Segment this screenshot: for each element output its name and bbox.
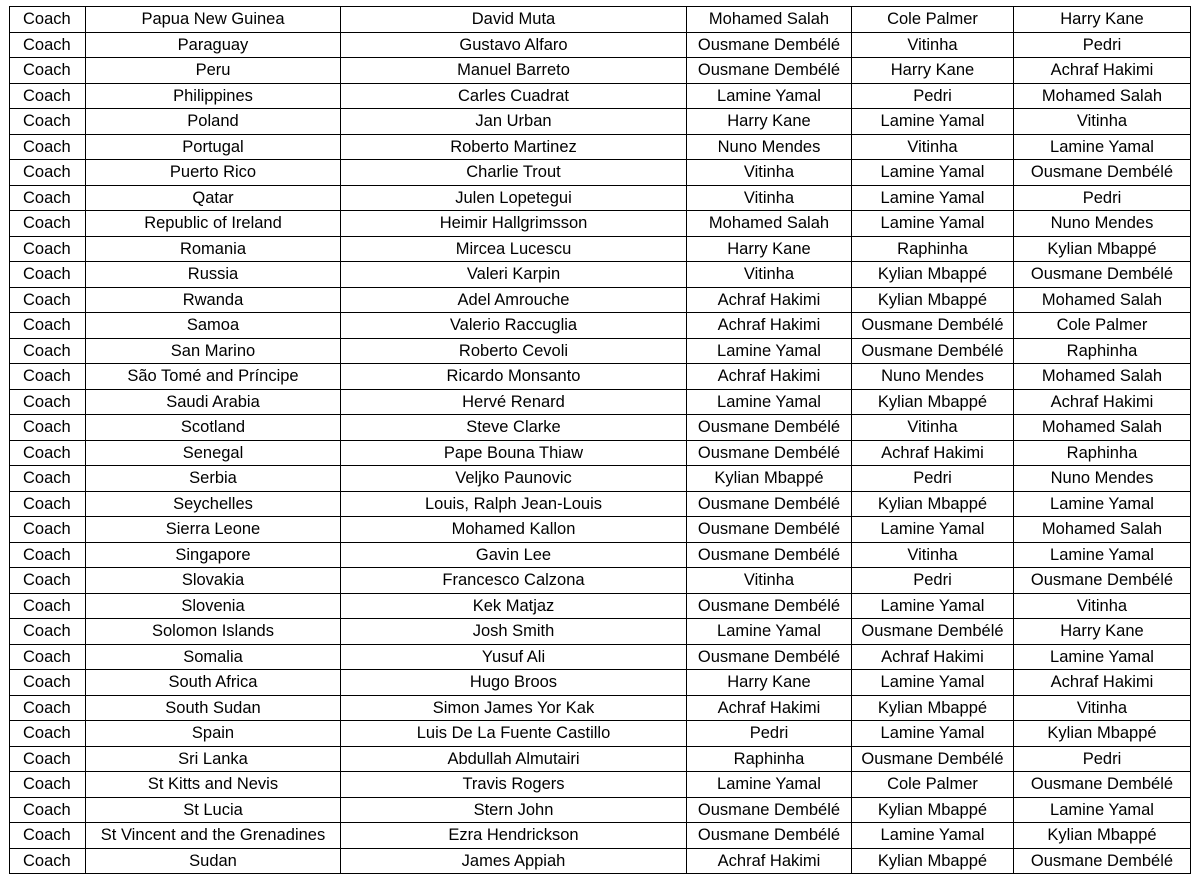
first-choice-cell: Achraf Hakimi [687, 695, 852, 721]
voter-name-cell: Gavin Lee [341, 542, 687, 568]
voter-name-cell: Heimir Hallgrimsson [341, 211, 687, 237]
role-cell: Coach [10, 593, 86, 619]
table-row [10, 848, 1191, 874]
role-cell: Coach [10, 338, 86, 364]
table-row [10, 644, 1191, 670]
role-cell: Coach [10, 746, 86, 772]
third-choice-cell: Lamine Yamal [1014, 542, 1191, 568]
second-choice-cell: Achraf Hakimi [852, 440, 1014, 466]
voter-name-cell: Stern John [341, 797, 687, 823]
country-cell: St Kitts and Nevis [86, 772, 341, 798]
third-choice-cell: Kylian Mbappé [1014, 823, 1191, 849]
third-choice-cell: Achraf Hakimi [1014, 670, 1191, 696]
voter-name-cell: Luis De La Fuente Castillo [341, 721, 687, 747]
second-choice-cell: Kylian Mbappé [852, 797, 1014, 823]
table-row [10, 440, 1191, 466]
voter-name-cell: Roberto Cevoli [341, 338, 687, 364]
third-choice-cell: Lamine Yamal [1014, 134, 1191, 160]
third-choice-cell: Vitinha [1014, 695, 1191, 721]
third-choice-cell: Ousmane Dembélé [1014, 262, 1191, 288]
voter-name-cell: Francesco Calzona [341, 568, 687, 594]
country-cell: South Africa [86, 670, 341, 696]
role-cell: Coach [10, 823, 86, 849]
third-choice-cell: Pedri [1014, 185, 1191, 211]
second-choice-cell: Kylian Mbappé [852, 262, 1014, 288]
first-choice-cell: Lamine Yamal [687, 83, 852, 109]
role-cell: Coach [10, 7, 86, 33]
first-choice-cell: Ousmane Dembélé [687, 415, 852, 441]
first-choice-cell: Harry Kane [687, 236, 852, 262]
second-choice-cell: Pedri [852, 568, 1014, 594]
table-row [10, 7, 1191, 33]
table-row [10, 287, 1191, 313]
first-choice-cell: Lamine Yamal [687, 619, 852, 645]
first-choice-cell: Ousmane Dembélé [687, 440, 852, 466]
role-cell: Coach [10, 542, 86, 568]
role-cell: Coach [10, 185, 86, 211]
first-choice-cell: Pedri [687, 721, 852, 747]
first-choice-cell: Mohamed Salah [687, 211, 852, 237]
second-choice-cell: Vitinha [852, 32, 1014, 58]
second-choice-cell: Lamine Yamal [852, 721, 1014, 747]
country-cell: Sierra Leone [86, 517, 341, 543]
second-choice-cell: Ousmane Dembélé [852, 619, 1014, 645]
second-choice-cell: Kylian Mbappé [852, 389, 1014, 415]
table-row [10, 415, 1191, 441]
country-cell: Sudan [86, 848, 341, 874]
second-choice-cell: Lamine Yamal [852, 160, 1014, 186]
role-cell: Coach [10, 695, 86, 721]
country-cell: Spain [86, 721, 341, 747]
first-choice-cell: Ousmane Dembélé [687, 823, 852, 849]
third-choice-cell: Raphinha [1014, 440, 1191, 466]
second-choice-cell: Vitinha [852, 134, 1014, 160]
table-row [10, 134, 1191, 160]
third-choice-cell: Ousmane Dembélé [1014, 160, 1191, 186]
second-choice-cell: Lamine Yamal [852, 670, 1014, 696]
table-row [10, 160, 1191, 186]
country-cell: Scotland [86, 415, 341, 441]
role-cell: Coach [10, 415, 86, 441]
table-row [10, 670, 1191, 696]
second-choice-cell: Ousmane Dembélé [852, 313, 1014, 339]
voter-name-cell: Adel Amrouche [341, 287, 687, 313]
voter-name-cell: Ricardo Monsanto [341, 364, 687, 390]
country-cell: St Vincent and the Grenadines [86, 823, 341, 849]
third-choice-cell: Lamine Yamal [1014, 644, 1191, 670]
first-choice-cell: Harry Kane [687, 109, 852, 135]
first-choice-cell: Nuno Mendes [687, 134, 852, 160]
role-cell: Coach [10, 211, 86, 237]
role-cell: Coach [10, 32, 86, 58]
first-choice-cell: Ousmane Dembélé [687, 542, 852, 568]
third-choice-cell: Vitinha [1014, 109, 1191, 135]
table-row [10, 313, 1191, 339]
country-cell: Portugal [86, 134, 341, 160]
votes-table-body [10, 7, 1191, 874]
voter-name-cell: Mohamed Kallon [341, 517, 687, 543]
second-choice-cell: Nuno Mendes [852, 364, 1014, 390]
third-choice-cell: Raphinha [1014, 338, 1191, 364]
second-choice-cell: Ousmane Dembélé [852, 746, 1014, 772]
second-choice-cell: Ousmane Dembélé [852, 338, 1014, 364]
country-cell: Peru [86, 58, 341, 84]
country-cell: Paraguay [86, 32, 341, 58]
third-choice-cell: Ousmane Dembélé [1014, 772, 1191, 798]
country-cell: Senegal [86, 440, 341, 466]
voter-name-cell: Valerio Raccuglia [341, 313, 687, 339]
table-row [10, 542, 1191, 568]
table-row [10, 32, 1191, 58]
table-row [10, 695, 1191, 721]
table-row [10, 58, 1191, 84]
second-choice-cell: Cole Palmer [852, 7, 1014, 33]
country-cell: Serbia [86, 466, 341, 492]
role-cell: Coach [10, 644, 86, 670]
role-cell: Coach [10, 160, 86, 186]
voter-name-cell: Abdullah Almutairi [341, 746, 687, 772]
second-choice-cell: Pedri [852, 466, 1014, 492]
table-row [10, 772, 1191, 798]
country-cell: Philippines [86, 83, 341, 109]
country-cell: Seychelles [86, 491, 341, 517]
table-row [10, 517, 1191, 543]
third-choice-cell: Mohamed Salah [1014, 517, 1191, 543]
table-row [10, 466, 1191, 492]
first-choice-cell: Lamine Yamal [687, 772, 852, 798]
first-choice-cell: Lamine Yamal [687, 389, 852, 415]
voter-name-cell: Mircea Lucescu [341, 236, 687, 262]
table-row [10, 364, 1191, 390]
role-cell: Coach [10, 389, 86, 415]
table-row [10, 797, 1191, 823]
third-choice-cell: Mohamed Salah [1014, 415, 1191, 441]
first-choice-cell: Achraf Hakimi [687, 848, 852, 874]
role-cell: Coach [10, 491, 86, 517]
second-choice-cell: Kylian Mbappé [852, 848, 1014, 874]
table-row [10, 823, 1191, 849]
third-choice-cell: Mohamed Salah [1014, 364, 1191, 390]
first-choice-cell: Achraf Hakimi [687, 287, 852, 313]
second-choice-cell: Lamine Yamal [852, 185, 1014, 211]
table-row [10, 568, 1191, 594]
table-row [10, 211, 1191, 237]
country-cell: Saudi Arabia [86, 389, 341, 415]
country-cell: St Lucia [86, 797, 341, 823]
second-choice-cell: Harry Kane [852, 58, 1014, 84]
first-choice-cell: Vitinha [687, 262, 852, 288]
second-choice-cell: Lamine Yamal [852, 517, 1014, 543]
voter-name-cell: David Muta [341, 7, 687, 33]
table-row [10, 109, 1191, 135]
country-cell: Republic of Ireland [86, 211, 341, 237]
role-cell: Coach [10, 466, 86, 492]
voter-name-cell: Louis, Ralph Jean-Louis [341, 491, 687, 517]
third-choice-cell: Pedri [1014, 746, 1191, 772]
role-cell: Coach [10, 109, 86, 135]
role-cell: Coach [10, 670, 86, 696]
first-choice-cell: Vitinha [687, 160, 852, 186]
third-choice-cell: Vitinha [1014, 593, 1191, 619]
role-cell: Coach [10, 721, 86, 747]
country-cell: Slovakia [86, 568, 341, 594]
voter-name-cell: Carles Cuadrat [341, 83, 687, 109]
voter-name-cell: Charlie Trout [341, 160, 687, 186]
voter-name-cell: Steve Clarke [341, 415, 687, 441]
second-choice-cell: Vitinha [852, 542, 1014, 568]
second-choice-cell: Kylian Mbappé [852, 491, 1014, 517]
voter-name-cell: Manuel Barreto [341, 58, 687, 84]
country-cell: Solomon Islands [86, 619, 341, 645]
role-cell: Coach [10, 568, 86, 594]
table-row [10, 491, 1191, 517]
voter-name-cell: Kek Matjaz [341, 593, 687, 619]
second-choice-cell: Achraf Hakimi [852, 644, 1014, 670]
third-choice-cell: Achraf Hakimi [1014, 389, 1191, 415]
country-cell: Puerto Rico [86, 160, 341, 186]
voter-name-cell: Yusuf Ali [341, 644, 687, 670]
voter-name-cell: James Appiah [341, 848, 687, 874]
third-choice-cell: Kylian Mbappé [1014, 236, 1191, 262]
role-cell: Coach [10, 262, 86, 288]
first-choice-cell: Ousmane Dembélé [687, 491, 852, 517]
table-row [10, 389, 1191, 415]
table-row [10, 262, 1191, 288]
role-cell: Coach [10, 364, 86, 390]
table-row [10, 746, 1191, 772]
voter-name-cell: Simon James Yor Kak [341, 695, 687, 721]
third-choice-cell: Pedri [1014, 32, 1191, 58]
table-row [10, 185, 1191, 211]
second-choice-cell: Lamine Yamal [852, 593, 1014, 619]
first-choice-cell: Harry Kane [687, 670, 852, 696]
third-choice-cell: Nuno Mendes [1014, 211, 1191, 237]
first-choice-cell: Ousmane Dembélé [687, 517, 852, 543]
first-choice-cell: Vitinha [687, 568, 852, 594]
voter-name-cell: Josh Smith [341, 619, 687, 645]
second-choice-cell: Lamine Yamal [852, 823, 1014, 849]
country-cell: São Tomé and Príncipe [86, 364, 341, 390]
role-cell: Coach [10, 797, 86, 823]
first-choice-cell: Ousmane Dembélé [687, 644, 852, 670]
voter-name-cell: Roberto Martinez [341, 134, 687, 160]
third-choice-cell: Mohamed Salah [1014, 83, 1191, 109]
third-choice-cell: Mohamed Salah [1014, 287, 1191, 313]
role-cell: Coach [10, 58, 86, 84]
table-row [10, 593, 1191, 619]
country-cell: Qatar [86, 185, 341, 211]
first-choice-cell: Achraf Hakimi [687, 364, 852, 390]
country-cell: Papua New Guinea [86, 7, 341, 33]
second-choice-cell: Kylian Mbappé [852, 695, 1014, 721]
country-cell: Singapore [86, 542, 341, 568]
voter-name-cell: Veljko Paunovic [341, 466, 687, 492]
third-choice-cell: Ousmane Dembélé [1014, 848, 1191, 874]
role-cell: Coach [10, 517, 86, 543]
second-choice-cell: Lamine Yamal [852, 211, 1014, 237]
table-row [10, 619, 1191, 645]
country-cell: South Sudan [86, 695, 341, 721]
third-choice-cell: Cole Palmer [1014, 313, 1191, 339]
country-cell: Rwanda [86, 287, 341, 313]
first-choice-cell: Ousmane Dembélé [687, 32, 852, 58]
first-choice-cell: Ousmane Dembélé [687, 797, 852, 823]
voter-name-cell: Ezra Hendrickson [341, 823, 687, 849]
voter-name-cell: Travis Rogers [341, 772, 687, 798]
third-choice-cell: Achraf Hakimi [1014, 58, 1191, 84]
voter-name-cell: Valeri Karpin [341, 262, 687, 288]
role-cell: Coach [10, 236, 86, 262]
voter-name-cell: Hervé Renard [341, 389, 687, 415]
country-cell: Slovenia [86, 593, 341, 619]
first-choice-cell: Achraf Hakimi [687, 313, 852, 339]
country-cell: Romania [86, 236, 341, 262]
role-cell: Coach [10, 440, 86, 466]
country-cell: Russia [86, 262, 341, 288]
role-cell: Coach [10, 848, 86, 874]
table-row [10, 83, 1191, 109]
country-cell: Somalia [86, 644, 341, 670]
second-choice-cell: Raphinha [852, 236, 1014, 262]
third-choice-cell: Lamine Yamal [1014, 491, 1191, 517]
voting-sheet [9, 6, 1191, 874]
voter-name-cell: Hugo Broos [341, 670, 687, 696]
third-choice-cell: Lamine Yamal [1014, 797, 1191, 823]
country-cell: Poland [86, 109, 341, 135]
table-row [10, 721, 1191, 747]
third-choice-cell: Harry Kane [1014, 7, 1191, 33]
role-cell: Coach [10, 772, 86, 798]
country-cell: Samoa [86, 313, 341, 339]
third-choice-cell: Ousmane Dembélé [1014, 568, 1191, 594]
third-choice-cell: Harry Kane [1014, 619, 1191, 645]
role-cell: Coach [10, 313, 86, 339]
third-choice-cell: Kylian Mbappé [1014, 721, 1191, 747]
voter-name-cell: Julen Lopetegui [341, 185, 687, 211]
second-choice-cell: Lamine Yamal [852, 109, 1014, 135]
voter-name-cell: Pape Bouna Thiaw [341, 440, 687, 466]
role-cell: Coach [10, 134, 86, 160]
votes-table [9, 6, 1191, 874]
role-cell: Coach [10, 83, 86, 109]
first-choice-cell: Raphinha [687, 746, 852, 772]
first-choice-cell: Ousmane Dembélé [687, 593, 852, 619]
second-choice-cell: Cole Palmer [852, 772, 1014, 798]
table-row [10, 236, 1191, 262]
voter-name-cell: Gustavo Alfaro [341, 32, 687, 58]
country-cell: Sri Lanka [86, 746, 341, 772]
first-choice-cell: Mohamed Salah [687, 7, 852, 33]
first-choice-cell: Vitinha [687, 185, 852, 211]
table-row [10, 338, 1191, 364]
first-choice-cell: Lamine Yamal [687, 338, 852, 364]
third-choice-cell: Nuno Mendes [1014, 466, 1191, 492]
first-choice-cell: Kylian Mbappé [687, 466, 852, 492]
first-choice-cell: Ousmane Dembélé [687, 58, 852, 84]
role-cell: Coach [10, 619, 86, 645]
second-choice-cell: Vitinha [852, 415, 1014, 441]
voter-name-cell: Jan Urban [341, 109, 687, 135]
second-choice-cell: Kylian Mbappé [852, 287, 1014, 313]
country-cell: San Marino [86, 338, 341, 364]
second-choice-cell: Pedri [852, 83, 1014, 109]
role-cell: Coach [10, 287, 86, 313]
